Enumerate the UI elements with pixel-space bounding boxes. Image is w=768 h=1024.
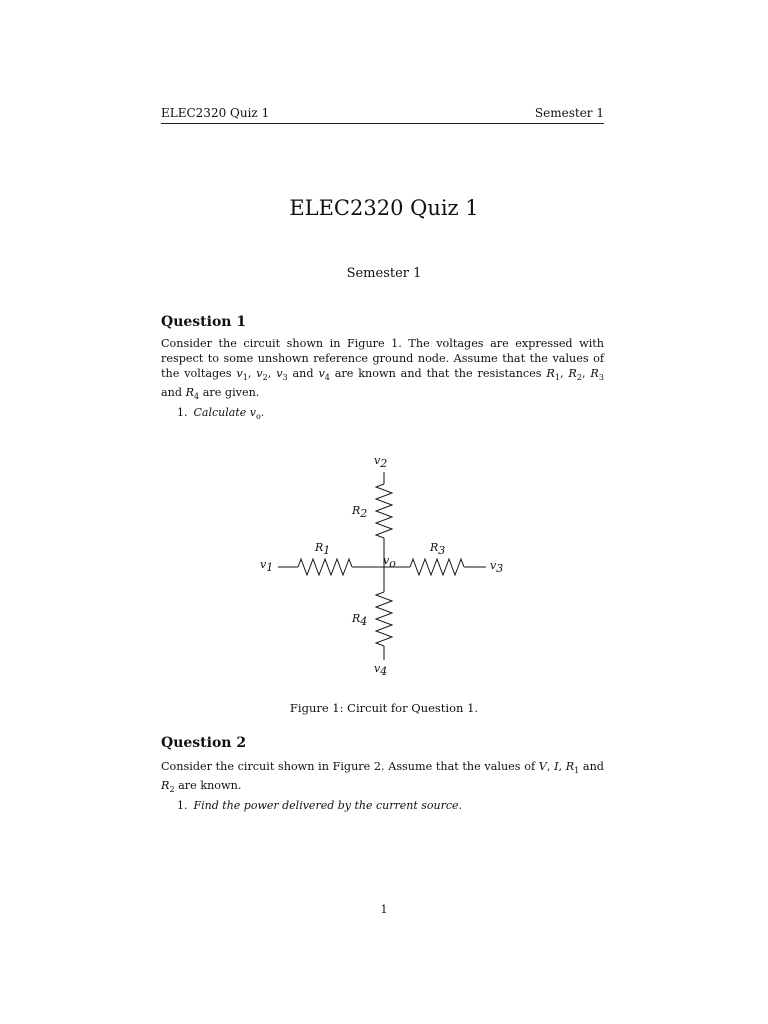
q1-text-c: are given. [199,386,260,400]
resistor-r1 [298,559,352,575]
label-r3: R3 [430,541,446,557]
question-1-item-1: 1. Calculate $v_o$. [177,406,265,422]
resistor-r4 [376,592,392,646]
label-r1: R1 [315,541,331,557]
document-title: ELEC2320 Quiz 1 [289,196,479,220]
page-number: 1 [380,903,388,916]
document-subtitle: Semester 1 [346,266,422,281]
header-course: ELEC2320 Quiz 1 [161,106,270,120]
question-1-heading: Question 1 [161,314,247,330]
figure-1-caption: Figure 1: Circuit for Question 1. [289,701,479,715]
label-r2: R2 [352,504,368,520]
header-semester: Semester 1 [534,106,604,120]
q1-text-a: Consider the circuit shown in Figure 1. The voltages are expressed with respect to some unshown reference ground node. Assume that the values of the voltages [161,337,604,380]
label-vo: vo [383,554,396,570]
label-v1: v1 [260,558,274,574]
question-2-item-1: 1. Find the power delivered by the current source. [177,799,463,812]
resistor-r3 [410,559,464,575]
label-v2: v2 [374,454,388,470]
label-r4: R4 [352,612,368,628]
question-2-heading: Question 2 [161,735,247,751]
question-1-text: Consider the circuit shown in Figure 1. The voltages are expressed with respect to some unshown reference ground node. Assume that the values of the voltages $v_1$, $v_2$, $v_3$ and $v_4$ are known and that the resistances $R_1$, $R_2$, $R_3$ and $R_4$ are given. [161,337,604,402]
resistor-r2 [376,484,392,538]
label-v3: v3 [490,559,504,575]
running-header [161,106,604,124]
q1-text-b: are known and that the resistances [329,367,547,380]
question-2-text: Consider the circuit shown in Figure 2. Assume that the values of V, I, $R_1$ and $R_2$ are known. [161,760,604,795]
label-v4: v4 [374,662,388,678]
circuit-diagram [256,442,512,688]
